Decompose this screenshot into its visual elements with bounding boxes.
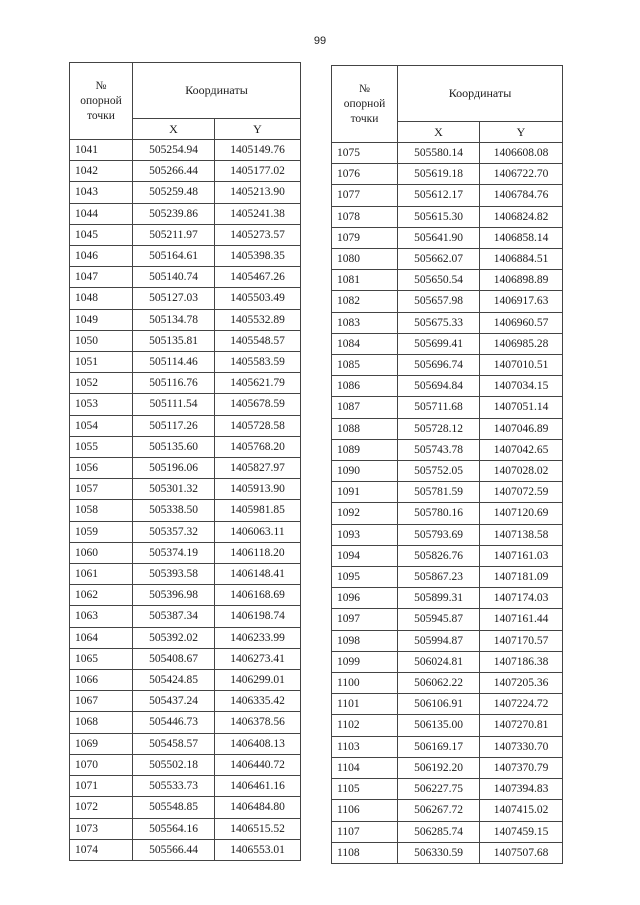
x-coordinate-cell: 505135.81 (133, 330, 215, 351)
table-row (332, 630, 563, 651)
table-row (332, 503, 563, 524)
y-coordinate-cell: 1405149.76 (215, 140, 301, 161)
y-coordinate-cell: 1406484.80 (215, 797, 301, 818)
y-coordinate-cell: 1407161.03 (480, 545, 563, 566)
table-row (70, 267, 301, 288)
table-body (332, 143, 563, 864)
point-number-cell: 1043 (70, 182, 133, 203)
x-coordinate-cell: 506330.59 (398, 842, 480, 863)
x-coordinate-cell: 505134.78 (133, 309, 215, 330)
table-row (70, 606, 301, 627)
table-row (332, 185, 563, 206)
table-row (332, 227, 563, 248)
table-row (70, 542, 301, 563)
y-coordinate-cell: 1407394.83 (480, 779, 563, 800)
x-coordinate-cell: 505211.97 (133, 224, 215, 245)
table-row (70, 797, 301, 818)
point-number-cell: 1058 (70, 500, 133, 521)
x-coordinate-cell: 505387.34 (133, 606, 215, 627)
x-coordinate-cell: 505696.74 (398, 355, 480, 376)
y-coordinate-cell: 1407138.58 (480, 524, 563, 545)
table-row (70, 479, 301, 500)
point-number-cell: 1081 (332, 270, 398, 291)
table-row (70, 161, 301, 182)
table-row (332, 779, 563, 800)
y-coordinate-cell: 1406884.51 (480, 249, 563, 270)
point-number-header-line: опорной (343, 97, 386, 110)
point-number-cell: 1091 (332, 482, 398, 503)
table-row (332, 567, 563, 588)
point-number-cell: 1076 (332, 164, 398, 185)
point-number-cell: 1074 (70, 839, 133, 860)
x-coordinate-cell: 505140.74 (133, 267, 215, 288)
table-row (332, 164, 563, 185)
table-row (332, 524, 563, 545)
x-coordinate-cell: 505357.32 (133, 521, 215, 542)
x-coordinate-cell: 505117.26 (133, 415, 215, 436)
y-coordinate-cell: 1407051.14 (480, 397, 563, 418)
table-row (332, 482, 563, 503)
y-coordinate-cell: 1405621.79 (215, 373, 301, 394)
y-coordinate-cell: 1406148.41 (215, 564, 301, 585)
x-coordinate-cell: 506267.72 (398, 800, 480, 821)
table-row (70, 330, 301, 351)
table-row (70, 140, 301, 161)
x-coordinate-cell: 505694.84 (398, 376, 480, 397)
y-coordinate-cell: 1407224.72 (480, 694, 563, 715)
y-coordinate-cell: 1405241.38 (215, 203, 301, 224)
point-number-cell: 1071 (70, 776, 133, 797)
y-coordinate-cell: 1406299.01 (215, 670, 301, 691)
y-coordinate-cell: 1407046.89 (480, 418, 563, 439)
y-coordinate-cell: 1407181.09 (480, 567, 563, 588)
point-number-cell: 1070 (70, 754, 133, 775)
x-coordinate-cell: 505619.18 (398, 164, 480, 185)
table-row (70, 670, 301, 691)
x-coordinate-cell: 505111.54 (133, 394, 215, 415)
x-coordinate-cell: 505566.44 (133, 839, 215, 860)
x-coordinate-cell: 505711.68 (398, 397, 480, 418)
x-coordinate-cell: 505424.85 (133, 670, 215, 691)
table-row (70, 309, 301, 330)
point-number-header (70, 63, 133, 140)
point-number-cell: 1082 (332, 291, 398, 312)
table-row (332, 715, 563, 736)
y-coordinate-cell: 1406063.11 (215, 521, 301, 542)
y-coordinate-cell: 1405981.85 (215, 500, 301, 521)
table-row (332, 206, 563, 227)
point-number-cell: 1093 (332, 524, 398, 545)
point-number-cell: 1053 (70, 394, 133, 415)
table-row (332, 312, 563, 333)
table-row (332, 461, 563, 482)
x-coordinate-cell: 505374.19 (133, 542, 215, 563)
x-coordinate-cell: 505580.14 (398, 143, 480, 164)
point-number-cell: 1050 (70, 330, 133, 351)
y-coordinate-cell: 1405583.59 (215, 352, 301, 373)
y-coordinate-cell: 1405213.90 (215, 182, 301, 203)
point-number-cell: 1066 (70, 670, 133, 691)
table-row (332, 270, 563, 291)
table-row (70, 733, 301, 754)
table-row (70, 182, 301, 203)
y-coordinate-cell: 1406608.08 (480, 143, 563, 164)
x-coordinate-cell: 505392.02 (133, 627, 215, 648)
table-row (332, 376, 563, 397)
x-coordinate-cell: 505502.18 (133, 754, 215, 775)
point-number-cell: 1044 (70, 203, 133, 224)
point-number-cell: 1084 (332, 333, 398, 354)
x-coordinate-cell: 506062.22 (398, 673, 480, 694)
point-number-cell: 1079 (332, 227, 398, 248)
table-row (332, 651, 563, 672)
x-coordinate-cell: 506285.74 (398, 821, 480, 842)
point-number-cell: 1077 (332, 185, 398, 206)
table-body (70, 140, 301, 861)
point-number-cell: 1090 (332, 461, 398, 482)
x-coordinate-cell: 505196.06 (133, 458, 215, 479)
x-coordinate-cell: 505781.59 (398, 482, 480, 503)
point-number-cell: 1080 (332, 249, 398, 270)
table-row (70, 691, 301, 712)
x-coordinate-cell: 505393.58 (133, 564, 215, 585)
table-row (332, 545, 563, 566)
table-row (332, 736, 563, 757)
table-row (70, 352, 301, 373)
x-coordinate-cell: 505743.78 (398, 439, 480, 460)
point-number-cell: 1101 (332, 694, 398, 715)
point-number-cell: 1049 (70, 309, 133, 330)
point-number-cell: 1067 (70, 691, 133, 712)
x-coordinate-cell: 506192.20 (398, 757, 480, 778)
point-number-cell: 1072 (70, 797, 133, 818)
x-coordinate-cell: 506135.00 (398, 715, 480, 736)
coordinates-header: Координаты (133, 63, 301, 119)
x-coordinate-cell: 505446.73 (133, 712, 215, 733)
table-row (332, 291, 563, 312)
y-coordinate-cell: 1407174.03 (480, 588, 563, 609)
table-row (70, 627, 301, 648)
x-coordinate-cell: 505641.90 (398, 227, 480, 248)
x-coordinate-cell: 505826.76 (398, 545, 480, 566)
y-coordinate-cell: 1406985.28 (480, 333, 563, 354)
point-number-cell: 1069 (70, 733, 133, 754)
y-coordinate-cell: 1407161.44 (480, 609, 563, 630)
x-column-header: X (133, 119, 215, 140)
table-row (70, 436, 301, 457)
table-row (70, 648, 301, 669)
x-coordinate-cell: 505301.32 (133, 479, 215, 500)
y-coordinate-cell: 1407072.59 (480, 482, 563, 503)
y-coordinate-cell: 1405503.49 (215, 288, 301, 309)
x-coordinate-cell: 505612.17 (398, 185, 480, 206)
table-row (332, 439, 563, 460)
point-number-cell: 1088 (332, 418, 398, 439)
point-number-cell: 1059 (70, 521, 133, 542)
point-number-cell: 1041 (70, 140, 133, 161)
point-number-header-line: опорной (80, 94, 122, 107)
y-coordinate-cell: 1406335.42 (215, 691, 301, 712)
point-number-cell: 1064 (70, 627, 133, 648)
table-row (70, 818, 301, 839)
point-number-cell: 1107 (332, 821, 398, 842)
point-number-cell: 1057 (70, 479, 133, 500)
x-coordinate-cell: 505564.16 (133, 818, 215, 839)
point-number-cell: 1062 (70, 585, 133, 606)
table-row (332, 800, 563, 821)
point-number-cell: 1042 (70, 161, 133, 182)
point-number-cell: 1052 (70, 373, 133, 394)
point-number-cell: 1105 (332, 779, 398, 800)
y-coordinate-cell: 1406824.82 (480, 206, 563, 227)
y-coordinate-cell: 1406858.14 (480, 227, 563, 248)
table-row (70, 585, 301, 606)
point-number-cell: 1094 (332, 545, 398, 566)
table-row (70, 776, 301, 797)
point-number-cell: 1108 (332, 842, 398, 863)
y-column-header: Y (215, 119, 301, 140)
y-coordinate-cell: 1406898.89 (480, 270, 563, 291)
x-coordinate-cell: 505408.67 (133, 648, 215, 669)
point-number-cell: 1056 (70, 458, 133, 479)
table-row (70, 712, 301, 733)
point-number-cell: 1083 (332, 312, 398, 333)
point-number-cell: 1063 (70, 606, 133, 627)
y-coordinate-cell: 1406168.69 (215, 585, 301, 606)
point-number-cell: 1060 (70, 542, 133, 563)
point-number-cell: 1068 (70, 712, 133, 733)
table-row (70, 521, 301, 542)
x-coordinate-cell: 505657.98 (398, 291, 480, 312)
point-number-cell: 1045 (70, 224, 133, 245)
page-number: 99 (313, 35, 327, 47)
y-coordinate-cell: 1405728.58 (215, 415, 301, 436)
table-row (332, 673, 563, 694)
table-row (332, 694, 563, 715)
x-coordinate-cell: 505259.48 (133, 182, 215, 203)
x-coordinate-cell: 505533.73 (133, 776, 215, 797)
y-coordinate-cell: 1406917.63 (480, 291, 563, 312)
x-coordinate-cell: 505548.85 (133, 797, 215, 818)
coordinates-header: Координаты (398, 66, 563, 122)
table-row (332, 821, 563, 842)
table-row (70, 754, 301, 775)
x-coordinate-cell: 505945.87 (398, 609, 480, 630)
point-number-cell: 1097 (332, 609, 398, 630)
y-coordinate-cell: 1407415.02 (480, 800, 563, 821)
y-coordinate-cell: 1407507.68 (480, 842, 563, 863)
x-coordinate-cell: 505675.33 (398, 312, 480, 333)
y-coordinate-cell: 1406378.56 (215, 712, 301, 733)
table-row (332, 609, 563, 630)
x-coordinate-cell: 505127.03 (133, 288, 215, 309)
y-coordinate-cell: 1406461.16 (215, 776, 301, 797)
table-row (332, 842, 563, 863)
table-row (332, 249, 563, 270)
table-row (70, 839, 301, 860)
point-number-cell: 1073 (70, 818, 133, 839)
y-coordinate-cell: 1405913.90 (215, 479, 301, 500)
y-coordinate-cell: 1407330.70 (480, 736, 563, 757)
point-number-cell: 1054 (70, 415, 133, 436)
y-coordinate-cell: 1405467.26 (215, 267, 301, 288)
y-coordinate-cell: 1406408.13 (215, 733, 301, 754)
x-coordinate-cell: 505437.24 (133, 691, 215, 712)
point-number-cell: 1098 (332, 630, 398, 651)
table-row (332, 418, 563, 439)
x-coordinate-cell: 505266.44 (133, 161, 215, 182)
point-number-cell: 1048 (70, 288, 133, 309)
coordinates-table-left (69, 62, 301, 861)
x-coordinate-cell: 505116.76 (133, 373, 215, 394)
x-coordinate-cell: 506227.75 (398, 779, 480, 800)
x-coordinate-cell: 505338.50 (133, 500, 215, 521)
table-row (70, 500, 301, 521)
point-number-header-line: точки (350, 112, 379, 125)
point-number-cell: 1075 (332, 143, 398, 164)
x-coordinate-cell: 505458.57 (133, 733, 215, 754)
y-coordinate-cell: 1406515.52 (215, 818, 301, 839)
table-row (70, 288, 301, 309)
point-number-cell: 1095 (332, 567, 398, 588)
y-coordinate-cell: 1405177.02 (215, 161, 301, 182)
point-number-header-line: № (95, 79, 107, 92)
point-number-cell: 1099 (332, 651, 398, 672)
point-number-cell: 1100 (332, 673, 398, 694)
x-coordinate-cell: 506024.81 (398, 651, 480, 672)
point-number-cell: 1065 (70, 648, 133, 669)
point-number-cell: 1089 (332, 439, 398, 460)
x-coordinate-cell: 505239.86 (133, 203, 215, 224)
y-coordinate-cell: 1407205.36 (480, 673, 563, 694)
x-coordinate-cell: 505615.30 (398, 206, 480, 227)
point-number-cell: 1047 (70, 267, 133, 288)
point-number-cell: 1106 (332, 800, 398, 821)
point-number-cell: 1085 (332, 355, 398, 376)
y-coordinate-cell: 1405827.97 (215, 458, 301, 479)
x-coordinate-cell: 505114.46 (133, 352, 215, 373)
y-coordinate-cell: 1405532.89 (215, 309, 301, 330)
table-row (70, 224, 301, 245)
y-coordinate-cell: 1407170.57 (480, 630, 563, 651)
y-coordinate-cell: 1406553.01 (215, 839, 301, 860)
table-row (70, 564, 301, 585)
y-coordinate-cell: 1407270.81 (480, 715, 563, 736)
point-number-cell: 1102 (332, 715, 398, 736)
x-coordinate-cell: 505164.61 (133, 246, 215, 267)
point-number-cell: 1103 (332, 736, 398, 757)
y-coordinate-cell: 1405398.35 (215, 246, 301, 267)
point-number-cell: 1046 (70, 246, 133, 267)
y-coordinate-cell: 1405768.20 (215, 436, 301, 457)
table-row (70, 246, 301, 267)
table-row (70, 458, 301, 479)
y-coordinate-cell: 1405548.57 (215, 330, 301, 351)
y-coordinate-cell: 1406273.41 (215, 648, 301, 669)
point-number-cell: 1051 (70, 352, 133, 373)
y-coordinate-cell: 1407186.38 (480, 651, 563, 672)
y-coordinate-cell: 1407034.15 (480, 376, 563, 397)
y-coordinate-cell: 1406233.99 (215, 627, 301, 648)
x-coordinate-cell: 506169.17 (398, 736, 480, 757)
y-coordinate-cell: 1406784.76 (480, 185, 563, 206)
y-coordinate-cell: 1406198.74 (215, 606, 301, 627)
x-coordinate-cell: 505135.60 (133, 436, 215, 457)
table-row (332, 355, 563, 376)
y-coordinate-cell: 1407028.02 (480, 461, 563, 482)
point-number-cell: 1078 (332, 206, 398, 227)
y-coordinate-cell: 1407459.15 (480, 821, 563, 842)
x-coordinate-cell: 505254.94 (133, 140, 215, 161)
table-row (70, 203, 301, 224)
x-column-header: X (398, 122, 480, 143)
x-coordinate-cell: 505899.31 (398, 588, 480, 609)
table-row (70, 415, 301, 436)
point-number-cell: 1086 (332, 376, 398, 397)
y-coordinate-cell: 1406960.57 (480, 312, 563, 333)
point-number-header (332, 66, 398, 143)
table-row (332, 588, 563, 609)
point-number-cell: 1096 (332, 588, 398, 609)
y-column-header: Y (480, 122, 563, 143)
x-coordinate-cell: 505793.69 (398, 524, 480, 545)
point-number-cell: 1087 (332, 397, 398, 418)
y-coordinate-cell: 1407042.65 (480, 439, 563, 460)
y-coordinate-cell: 1406118.20 (215, 542, 301, 563)
table-row (332, 757, 563, 778)
point-number-cell: 1061 (70, 564, 133, 585)
point-number-cell: 1104 (332, 757, 398, 778)
point-number-header-line: точки (87, 109, 115, 122)
x-coordinate-cell: 505780.16 (398, 503, 480, 524)
table-row (332, 143, 563, 164)
y-coordinate-cell: 1407010.51 (480, 355, 563, 376)
y-coordinate-cell: 1406722.70 (480, 164, 563, 185)
x-coordinate-cell: 505867.23 (398, 567, 480, 588)
x-coordinate-cell: 505752.05 (398, 461, 480, 482)
x-coordinate-cell: 505396.98 (133, 585, 215, 606)
table-row (332, 333, 563, 354)
table-row (70, 394, 301, 415)
point-number-header-line: № (359, 82, 370, 95)
x-coordinate-cell: 505699.41 (398, 333, 480, 354)
point-number-cell: 1055 (70, 436, 133, 457)
table-row (70, 373, 301, 394)
x-coordinate-cell: 505650.54 (398, 270, 480, 291)
x-coordinate-cell: 505662.07 (398, 249, 480, 270)
y-coordinate-cell: 1406440.72 (215, 754, 301, 775)
table-row (332, 397, 563, 418)
y-coordinate-cell: 1407120.69 (480, 503, 563, 524)
point-number-cell: 1092 (332, 503, 398, 524)
y-coordinate-cell: 1407370.79 (480, 757, 563, 778)
x-coordinate-cell: 506106.91 (398, 694, 480, 715)
y-coordinate-cell: 1405678.59 (215, 394, 301, 415)
x-coordinate-cell: 505994.87 (398, 630, 480, 651)
y-coordinate-cell: 1405273.57 (215, 224, 301, 245)
coordinates-table-right (331, 65, 563, 864)
x-coordinate-cell: 505728.12 (398, 418, 480, 439)
